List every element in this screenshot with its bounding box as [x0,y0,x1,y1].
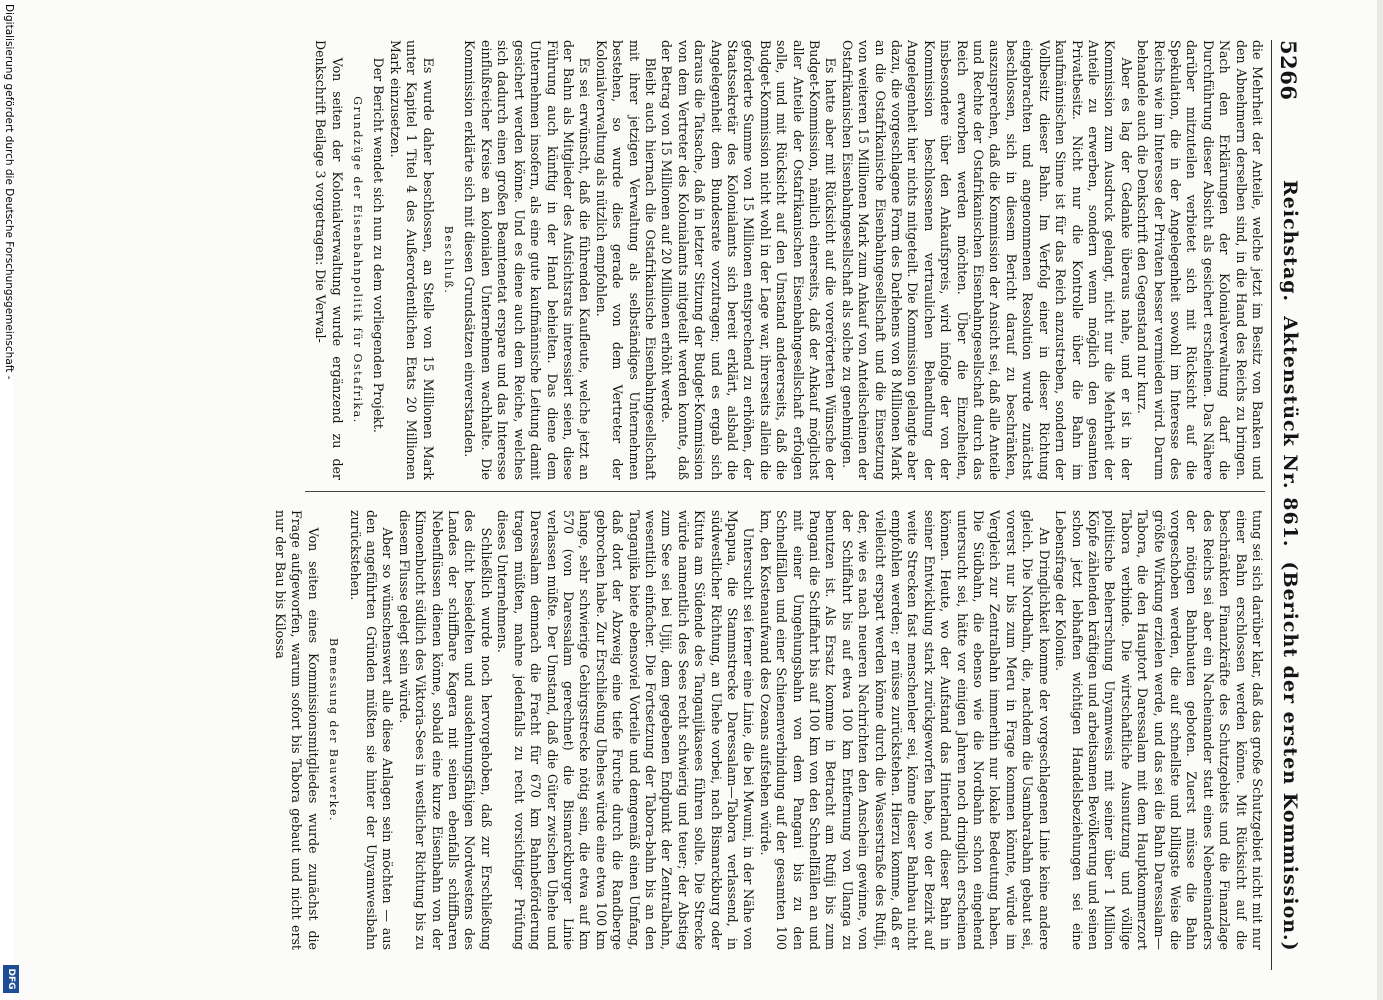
text-column-left [185,40,1265,480]
paragraph: Untersucht sei ferner eine Linie, die bei Mwumi, in der Nähe von Mpapua, die Stammstrecke Daressalam—Tabora verlassend, in südwestlicher Richtung, an Uhehe vorbei, nach Bismarckburg oder Kituta am Südende des Tanganjikasees führen sollte. Die Strecke würde namentlich des Sees recht schwierig und teuer; der Abstieg zum See sei bei Ujiji, dem gegebenen Endpunkt der Zentralbahn, wesentlich einfacher. Die Fortsetzung der Tabora-bahn bis an den Tanganjika biete ebensoviel Vorteile und demgemäß einen Umfang, daß dort der Abzweig eine tiefe Furche durch die Randberge gebrochen habe. Zur Erschließung Uhehes würde eine etwa 100 km lange, sehr schwierige Gebirgsstrecke nötig sein, die etwa auf km 570 (von Daressalam gerechnet) die Bismarckburger Linie verlassen müßte. Der Umstand, daß die Güter zwischen Uhehe und Daressalam demnach die Fracht für 670 km Bahnbeförderung tragen müßten, mahne jedenfalls zu recht vorsichtiger Prüfung dieses Unternehmens. [495,510,757,950]
paragraph: Es hatte aber mit Rücksicht auf die vorerörterten Wünsche der Budget-Kommission, nämlich einerseits, daß der Ankauf möglichst aller Anteile der Ostafrikanischen Eisenbahngesellschaft erfolgen solle, und mit Rücksicht auf den Umstand andererseits, daß die Budget-Kommission nicht wohl in der Lage war, ihrerseits allein die geforderte Summe von 15 Millionen entsprechend zu erhöhen, der Staatssekretär des Kolonialamts sich bereit erklärt, alsbald die Angelegenheit dem Bundesrate vorzutragen; und es ergab sich daraus die Tatsache, daß in letzter Sitzung der Budget-Kommission von dem Vertreter des Kolonialamts mitgeteilt werden konnte, daß der Betrag von 15 Millionen auf 20 Millionen erhöht werde. [659,40,839,480]
scanned-page [13,0,1383,1000]
note-paragraph: Von seiten eines Kommissionsmitgliedes wurde zunächst die Frage aufgeworfen, warum sofort bis Tabora gebaut und nicht erst nur der Bau bis Kilossa [273,510,321,950]
decision-paragraph: Es wurde daher beschlossen, an Stelle von 15 Millionen Mark unter Kapitel 1 Titel 4 des Außerordentlichen Etats 20 Millionen Mark einzusetzen. [387,40,436,480]
text-column-right [185,510,1265,950]
column-rule [305,491,1265,492]
paragraph: die Mehrheit der Anteile, welche jetzt im Besitz von Banken und den Abnehmern derselben sind, in die Hand des Reichs zu bringen. Nach den Erklärungen der Kolonialverwaltung darf die Durchführung dieser Absicht als gesichert erscheinen. Das Nähere darüber mitzuteilen verbietet sich mit Rücksicht auf die Spekulation, die in der Angelegenheit sowohl im Interesse des Reichs wie im Interesse der Privaten besser vermieden wird. Darum behandele auch die Denkschrift den Gegenstand nur kurz. [1135,40,1265,480]
paragraph: Bleibt auch hiernach die Ostafrikanische Eisenbahngesellschaft mit ihrer jetzigen Verwaltung als selbständiges Unternehmen bestehen, so wurde dies gerade von dem Vertreter der Kolonialverwaltung als nützlich empfohlen. [593,40,658,480]
scan-edge [1377,0,1383,1000]
subheading-principles: Grundzüge der Eisenbahnpolitik für Ostafrika. [351,96,365,424]
paragraph: Aber so wünschenswert alle diese Anlagen sein möchten — aus den angeführten Gründen müßten sie hinter der Unyamwesibahn zurückstehen. [347,510,396,950]
header-rule [1271,40,1272,970]
paragraph: An Dringlichkeit komme der vorgeschlagenen Linie keine andere gleich. Die Nordbahn, die, nachdem die Usambarabahn gebaut sei, vorerst nur bis zum Meru in Frage kommen könnte, würde im Vergleich zur Zentralbahn immerhin nur lokale Bedeutung haben. Die Südbahn, die ebenso wie die Nordbahn schon eingehend untersucht sei, hätte vor einigen Jahren noch dringlich erscheinen können. Heute, wo der Aufstand das Hinterland dieser Bahn in seiner Entwicklung stark zurückgeworfen habe, wo der Bezirk auf weite Strecken fast menschenleer sei, könne dieser Bahnbau nicht empfohlen werden; er müsse zurückstehen. Hierzu komme, daß er vielleicht erspart werden könne durch die Wasserstraße des Rufiji, der, wie es nach neueren Nachrichten den Anschein gewinne, von der Schiffahrt bis auf etwa 100 km Entfernung von Ulanga zu benutzen ist. Als Ersatz komme in Betracht am Rufiji bis zum Pangani die Schiffahrt bis auf 100 km von den Schnellfällen an und mit einer Umgehungsbahn von dem Pangani bis zu den Schnellfällen und einer Schienenverbindung auf der gesamten 100 km, den Kostenaufwand des Ozeans aufstehen würde. [757,510,1052,950]
digitization-note: Digitalisierung gefördert durch die Deutsche Forschungsgemeinschaft - [3,4,15,380]
running-head-section: Reichstag. [1279,180,1301,303]
paragraph: Aber es lag der Gedanke überaus nahe, und er ist in der Kommission zum Ausdruck gelangt, nicht nur die Mehrheit der Anteile zu erwerben, sondern wenn möglich den gesamten Privatbesitz. Nicht nur die Kontrolle über die Bahn im kaufmännischen Sinne ist für das Reich anzustreben, sondern der Vollbesitz dieser Bahn. Im Verfolg einer in dieser Richtung eingebrachten und angenommenen Resolution wurde zunächst beschlossen, sich in diesem Bericht darauf zu beschränken, auszusprechen, daß die Kommission der Ansicht sei, daß alle Anteile und Rechte der Ostafrikanischen Eisenbahngesellschaft durch das Reich erworben werden möchten. Über die Einzelheiten, insbesondere über den Ankaufspreis, wird infolge der von der Kommission beschlossenen vertraulichen Behandlung der Angelegenheit hier nichts mitgeteilt. Die Kommission gelangte aber dazu, die vorgeschlagene Form des Darlehens von 8 Millionen Mark an die Ostafrikanische Eisenbahngesellschaft und die Einsetzung von weiteren 15 Millionen Mark zum Ankauf von Anteilscheinen der Ostafrikanischen Eisenbahngesellschaft als solche zu genehmigen. [839,40,1134,480]
paragraph: Es sei erwünscht, daß die führenden Kaufleute, welche jetzt an der Bahn als Mitglieder des Aufsichtsrats interessiert seien, diese Führung auch künftig in der Hand behielten. Das diene dem Unternehmen insofern, als eine gute kaufmännische Leitung damit gesichert werden könne. Und es diene auch dem Reiche, welches sich dadurch einen großen Beamtenetat erspare und das Interesse einflußreicher Kreise an kolonialen Unternehmen wachhalte. Die Kommission erklärte sich mit diesen Grundsätzen einverstanden. [462,40,593,480]
dfg-logo: DFG [3,965,19,993]
paragraph: Schließlich wurde noch hervorgehoben, daß zur Erschließung des dicht besiedelten und ausdehnungsfähigen Nordwestens des Landes der schiffbare Kagera mit seinen ebenfalls schiffbaren Nebenflüssen dienen könne, sobald eine kurze Eisenbahn von der Kimoenbucht südlich des Viktoria-Sees in westlicher Richtung bis zu diesem Flusse gelegt sein würde. [396,510,494,950]
paragraph: tung sei sich darüber klar, daß das große Schutzgebiet nicht mit nur einer Bahn erschlossen werden könne. Mit Rücksicht auf die beschränkten Finanzkräfte des Schutzgebiets und die Finanzlage des Reichs sei aber ein Nacheinander statt eines Nebeneinanders der nötigen Bahnbauten geboten. Zuerst müsse die Bahn vorgeschoben werden, die auf schnellste und billigste Weise die größte Wirkung erzielen werde, und das sei die Bahn Daressalam—Tabora, die den Hauptort Daressalam mit dem Hauptkommerzort Tabora verbinde. Die wirtschaftliche Ausnutzung und völlige politische Beherrschung Unyamwesis mit seiner über 1 Million Köpfe zählenden kräftigen und arbeitsamen Bevölkerung und seinen schon jetzt lebhaften wichtigen Handelsbeziehungen sei eine Lebensfrage der Kolonie. [1053,510,1265,950]
running-head-document: Aktenstück Nr. 861. [1279,316,1301,548]
report-paragraph: Der Bericht wendet sich nun zu dem vorliegenden Projekt. [371,57,387,433]
running-head [1279,180,1301,970]
subheading-decision: Beschluß. [442,225,456,295]
page-number: 5266 [1276,40,1301,101]
subheading-note: Bemessung der Bauwerke. [327,638,341,822]
running-head-subject: (Bericht der ersten Kommission.) [1279,561,1301,952]
principles-paragraph: Von seiten der Kolonialverwaltung wurde ergänzend zu der Denkschrift Beilage 3 vorgetragen: Die Verwal- [313,40,345,480]
